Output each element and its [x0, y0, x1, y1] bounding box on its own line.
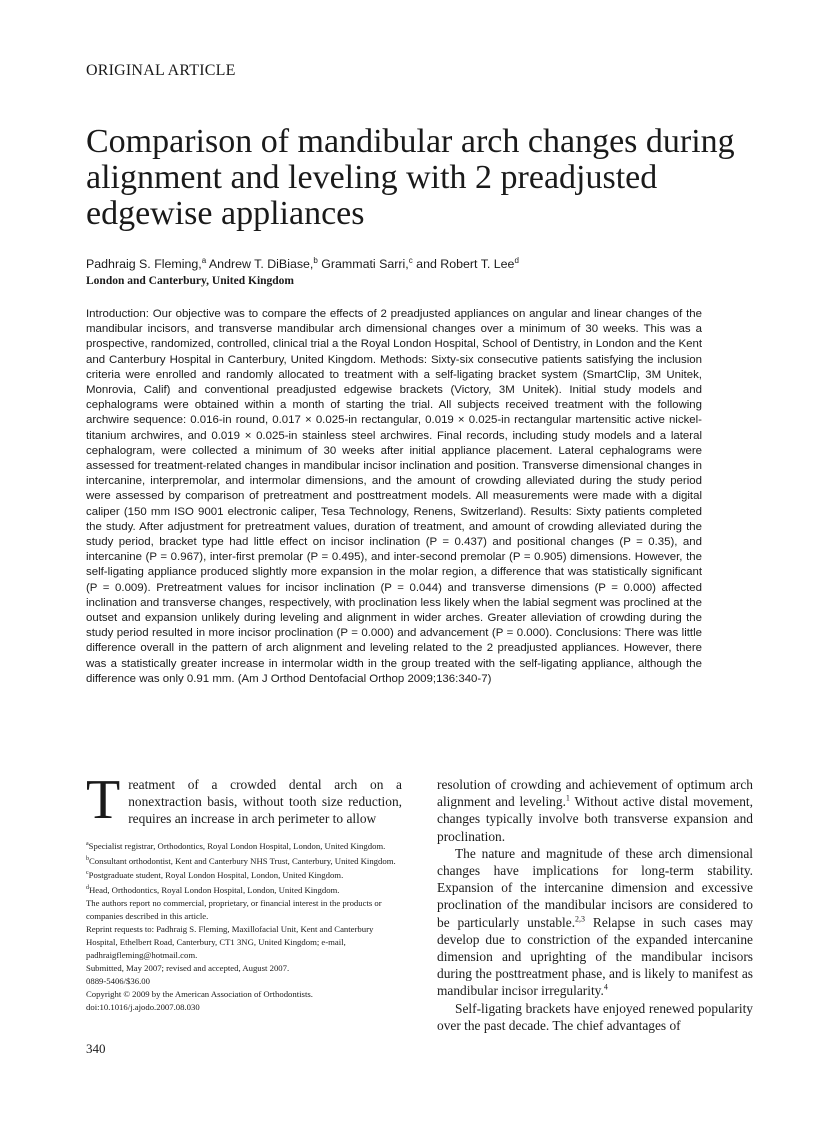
- affiliation-mark: c: [408, 256, 413, 265]
- footnote: [86, 853, 402, 868]
- citation-mark: 2,3: [575, 914, 586, 924]
- body-paragraph: [437, 845, 753, 1000]
- drop-cap: T: [86, 769, 121, 831]
- author-name: and Robert T. Lee: [416, 257, 515, 272]
- affiliation-mark: b: [313, 256, 318, 265]
- page-number: 340: [86, 1041, 106, 1056]
- reprint-note: Reprint requests to: Padhraig S. Fleming, Maxillofacial Unit, Kent and Canterbury Hospital, Ethelbert Road, Canterbury, CT1 3NG, United Kingdom; e-mail, padhraigfleming@hotmail.com.: [86, 924, 374, 961]
- body-text-segment: The nature and magnitude of these arch dimensional changes have implications for long-term stability. Expansion of the intercanine dimension and excessive proclination of the mandibular incisors are considered to be particularly unstable.: [437, 845, 753, 930]
- copyright-note: Copyright © 2009 by the American Association of Orthodontists.: [86, 989, 313, 1000]
- abstract: [86, 307, 702, 687]
- affiliation-mark: a: [201, 256, 207, 265]
- intro-text: reatment of a crowded dental arch on a nonextraction basis, without tooth size reduction, requires an increase in arch perimeter to allow: [128, 777, 402, 827]
- footnote-text: Specialist registrar, Orthodontics, Royal London Hospital, London, United Kingdom.: [88, 840, 386, 851]
- issn-note: 0889-5406/$36.00: [86, 976, 150, 987]
- author-name: Andrew T. DiBiase,: [208, 257, 314, 272]
- author-list: [86, 256, 519, 271]
- left-column: [86, 769, 402, 1014]
- footnote: [86, 867, 402, 882]
- intro-paragraph: [86, 769, 402, 831]
- body-text-segment: Relapse in such cases may develop due to constriction of the expanded intercanine dimension and uprighting of the mandibular incisors during the posttreatment phase, and is likely to manifest as mandibular incisor irregularity.: [437, 914, 753, 999]
- body-text-segment: Self-ligating brackets have enjoyed renewed popularity over the past decade. The chief advantages of: [437, 1000, 753, 1033]
- footnote-mark: c: [86, 870, 89, 877]
- submission-note: Submitted, May 2007; revised and accepted, August 2007.: [86, 963, 290, 974]
- footnote-text: Postgraduate student, Royal London Hospital, London, United Kingdom.: [88, 870, 344, 881]
- footnote-mark: d: [86, 885, 89, 892]
- footnote-mark: b: [86, 855, 89, 862]
- footnote-text: Consultant orthodontist, Kent and Canterbury NHS Trust, Canterbury, United Kingdom.: [89, 855, 396, 866]
- footnote-mark: a: [86, 840, 89, 847]
- footnote-text: Head, Orthodontics, Royal London Hospital, London, United Kingdom.: [89, 885, 340, 896]
- footnotes: [86, 838, 402, 1015]
- author-location: London and Canterbury, United Kingdom: [86, 275, 295, 287]
- citation-mark: 4: [603, 982, 608, 992]
- footnote: [86, 882, 402, 897]
- body-paragraph: [437, 1000, 753, 1034]
- doi-note: doi:10.1016/j.ajodo.2007.08.030: [86, 1002, 200, 1013]
- right-column: [437, 776, 753, 1034]
- footnote: [86, 838, 402, 853]
- abstract-text: Introduction: Our objective was to compare the effects of 2 preadjusted appliances on angular and linear changes of the mandibular incisors, and transverse mandibular arch dimensional changes over a minimum of 30 weeks. This was a prospective, randomized, controlled, clinical trial a the Royal London Hospital, School of Dentistry, in London and the Kent and Canterbury Hospital in Canterbury, United Kingdom. Methods: Sixty-six consecutive patients satisfying the inclusion criteria were enrolled and randomly allocated to treatment with a self-ligating bracket system (SmartClip, 3M Unitek, Monrovia, Calif) and conventional preadjusted edgewise brackets (Victory, 3M Unitek). Initial study models and cephalograms were obtained within a month of starting the trial. All subjects received treatment with the following archwire sequence: 0.016-in round, 0.017 × 0.025-in rectangular, 0.019 × 0.025-in rectangular martensitic active nickel-titanium archwires, and 0.019 × 0.025-in stainless steel archwires. Final records, including study models and a lateral cephalogram, were collected a minimum of 30 weeks after initial appliance placement. Lateral cephalograms were assessed for treatment-related changes in mandibular incisor inclination and position. Transverse dimensional changes in intercanine, interpremolar, and intermolar dimensions, and the amount of crowding alleviated during the study period were assessed by comparison of pretreatment and posttreatment models. All measurements were made with a digital caliper (150 mm ISO 9001 electronic caliper, Tesa Technology, Renens, Switzerland). Results: Sixty patients completed the study. After adjustment for pretreatment values, duration of treatment, and amount of crowding alleviated during the study period, bracket type had little effect on incisor inclination (P = 0.437) and positional changes (P = 0.35), and intercanine (P = 0.967), inter-first premolar (P = 0.495), and inter-second premolar (P = 0.905) dimensions. However, the self-ligating appliance produced slightly more expansion in the molar region, a difference that was statistically significant (P = 0.009). Pretreatment values for incisor inclination (P = 0.044) and transverse dimensions (P = 0.000) affected inclination and transverse changes, respectively, with proclination less likely when the labial segment was proclined at the outset and expansion unlikely during leveling and alignment in wider arches. Greater alleviation of crowding during the study period resulted in more incisor proclination (P = 0.000) and advancement (P = 0.000). Conclusions: There was little difference overall in the pattern of arch alignment and leveling related to the 2 preadjusted appliances. However, there was a statistically greater increase in intermolar width in the group treated with the self-ligating appliance, although the difference was only 0.91 mm. (Am J Orthod Dentofacial Orthop 2009;136:340-7): [86, 308, 702, 685]
- body-text-segment: resolution of crowding and achievement of optimum arch alignment and leveling.: [437, 777, 753, 810]
- article-title: Comparison of mandibular arch changes during alignment and leveling with 2 preadjusted edgewise appliances: [86, 123, 735, 232]
- affiliation-mark: d: [514, 256, 519, 265]
- disclosure-note: The authors report no commercial, proprietary, or financial interest in the products or companies described in this article.: [86, 898, 382, 922]
- citation-mark: 1: [565, 793, 570, 803]
- author-name: Grammati Sarri,: [321, 257, 409, 272]
- section-label: ORIGINAL ARTICLE: [86, 62, 236, 79]
- body-paragraph: [437, 776, 753, 845]
- body-text-segment: Without active distal movement, changes typically involve both transverse expansion and proclination.: [437, 794, 753, 844]
- author-name: Padhraig S. Fleming,: [86, 257, 202, 272]
